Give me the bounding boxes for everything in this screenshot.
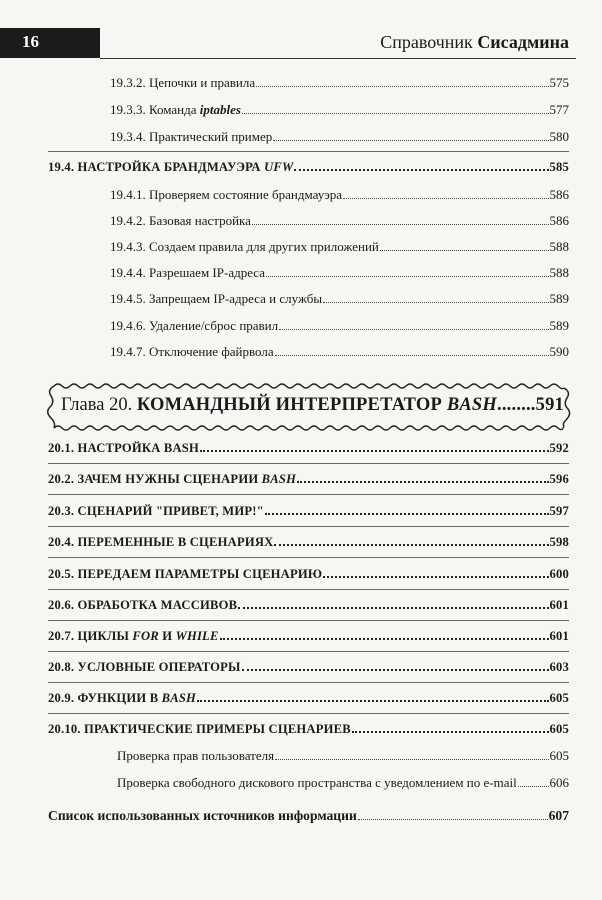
toc-entry-page: 589	[549, 318, 569, 333]
toc-section-label-italic: BASH	[261, 472, 297, 486]
section-rule	[48, 463, 569, 464]
toc-section-page: 597	[549, 504, 569, 518]
toc-section-20-6[interactable]	[48, 598, 569, 618]
toc-entry-19-3-4[interactable]	[110, 129, 569, 149]
toc-entry-page: 580	[549, 129, 569, 144]
toc-entry-page: 575	[549, 75, 569, 90]
toc-entry-label: 19.4.6. Удаление/сброс правил	[110, 318, 279, 333]
toc-section-page: 605	[549, 722, 569, 736]
chapter-prefix: Глава 20.	[61, 395, 137, 415]
toc-entry-label: Проверка свободного дискового пространства с уведомлением по e-mail	[117, 775, 517, 790]
toc-entry-19-3-2[interactable]	[110, 75, 569, 95]
toc-section-label-italic: UFW	[264, 160, 294, 174]
toc-section-20-10[interactable]	[48, 722, 569, 742]
toc-section-label: 20.10. ПРАКТИЧЕСКИЕ ПРИМЕРЫ СЦЕНАРИЕВ	[48, 722, 351, 736]
toc-section-label: 20.7. ЦИКЛЫ	[48, 629, 133, 643]
toc-entry-page: 605	[549, 748, 569, 763]
toc-entry-label: 19.3.3. Команда	[110, 102, 200, 117]
toc-entry-label: 19.4.7. Отключение файрвола	[110, 344, 274, 359]
toc-section-20-9[interactable]	[48, 691, 569, 711]
toc-section-20-5[interactable]	[48, 567, 569, 587]
toc-section-label: 20.1. НАСТРОЙКА BASH	[48, 441, 199, 455]
chapter-page: 591	[535, 395, 564, 415]
toc-section-label: 20.9. ФУНКЦИИ В	[48, 691, 162, 705]
toc-entry-label: 19.4.5. Запрещаем IP-адреса и службы	[110, 291, 323, 306]
toc-entry-19-4-7[interactable]	[110, 344, 569, 364]
toc-entry-page: 577	[549, 102, 569, 117]
toc-entry-19-4-3[interactable]	[110, 239, 569, 259]
toc-references-label: Список использованных источников информации	[48, 808, 357, 823]
toc-section-label-italic-2: WHILE	[175, 629, 219, 643]
chapter-title	[61, 395, 564, 416]
toc-entry-page: 586	[549, 187, 569, 202]
toc-section-label-mid: И	[158, 629, 176, 643]
toc-section-label: 20.4. ПЕРЕМЕННЫЕ В СЦЕНАРИЯХ	[48, 535, 274, 549]
running-title	[380, 32, 569, 53]
section-rule	[48, 651, 569, 652]
toc-entry-check-user-rights[interactable]	[117, 748, 569, 768]
toc-entry-19-4-6[interactable]	[110, 318, 569, 338]
toc-section-page: 585	[549, 160, 569, 174]
section-rule	[48, 526, 569, 527]
toc-section-19-4[interactable]	[48, 160, 569, 180]
toc-section-label: 20.5. ПЕРЕДАЕМ ПАРАМЕТРЫ СЦЕНАРИЮ	[48, 567, 323, 581]
section-rule	[48, 620, 569, 621]
toc-section-label-italic: BASH	[161, 691, 197, 705]
section-rule	[48, 713, 569, 714]
toc-section-label: 20.6. ОБРАБОТКА МАССИВОВ	[48, 598, 238, 612]
chapter-title-bold: КОМАНДНЫЙ ИНТЕРПРЕТАТОР	[136, 395, 447, 415]
toc-section-page: 598	[549, 535, 569, 549]
toc-section-label-italic: FOR	[132, 629, 159, 643]
toc-section-label: 20.8. УСЛОВНЫЕ ОПЕРАТОРЫ	[48, 660, 241, 674]
toc-entry-label: Проверка прав пользователя	[117, 748, 275, 763]
chapter-heading-box[interactable]	[44, 382, 572, 432]
toc-section-20-4[interactable]	[48, 535, 569, 555]
toc-entry-page: 589	[549, 291, 569, 306]
toc-section-page: 596	[549, 472, 569, 486]
toc-entry-19-4-1[interactable]	[110, 187, 569, 207]
toc-entry-page: 606	[549, 775, 569, 790]
toc-section-page: 605	[549, 691, 569, 705]
toc-entry-label: 19.4.4. Разрешаем IP-адреса	[110, 265, 265, 280]
toc-section-page: 592	[549, 441, 569, 455]
toc-entry-page: 588	[549, 265, 569, 280]
toc-entry-label: 19.3.4. Практический пример	[110, 129, 273, 144]
header-rule	[100, 58, 576, 59]
toc-entry-19-4-5[interactable]	[110, 291, 569, 311]
toc-section-page: 601	[549, 598, 569, 612]
toc-entry-label: 19.3.2. Цепочки и правила	[110, 75, 256, 90]
toc-entry-19-4-2[interactable]	[110, 213, 569, 233]
toc-section-20-8[interactable]	[48, 660, 569, 680]
toc-entry-page: 588	[549, 239, 569, 254]
toc-section-page: 600	[549, 567, 569, 581]
section-rule	[48, 494, 569, 495]
toc-references-page: 607	[548, 808, 569, 823]
toc-section-label: 20.3. СЦЕНАРИЙ "ПРИВЕТ, МИР!"	[48, 504, 264, 518]
book-title-prefix: Справочник	[380, 32, 473, 52]
toc-section-20-2[interactable]	[48, 472, 569, 492]
toc-section-label: 19.4. НАСТРОЙКА БРАНДМАУЭРА	[48, 160, 265, 174]
toc-section-page: 601	[549, 629, 569, 643]
page-number-bar	[0, 28, 100, 58]
chapter-dots: ........	[497, 395, 536, 415]
section-rule	[48, 589, 569, 590]
page-number: 16	[22, 32, 39, 51]
toc-entry-page: 586	[549, 213, 569, 228]
section-rule	[48, 682, 569, 683]
toc-section-20-3[interactable]	[48, 504, 569, 524]
toc-entry-check-disk-space[interactable]	[117, 775, 569, 795]
toc-entry-label-italic: iptables	[199, 102, 241, 117]
toc-entry-label: 19.4.2. Базовая настройка	[110, 213, 251, 228]
section-rule	[48, 557, 569, 558]
book-title-bold: Сисадмина	[477, 32, 569, 52]
section-rule	[48, 151, 569, 152]
toc-section-page: 603	[549, 660, 569, 674]
chapter-title-italic: BASH	[446, 395, 498, 415]
toc-references[interactable]	[48, 808, 569, 828]
toc-section-20-1[interactable]	[48, 441, 569, 461]
toc-entry-label: 19.4.1. Проверяем состояние брандмауэра	[110, 187, 343, 202]
toc-entry-page: 590	[549, 344, 569, 359]
toc-entry-label: 19.4.3. Создаем правила для других приложений	[110, 239, 379, 254]
toc-section-20-7[interactable]	[48, 629, 569, 649]
toc-entry-19-3-3[interactable]	[110, 102, 569, 122]
toc-entry-19-4-4[interactable]	[110, 265, 569, 285]
toc-section-label: 20.2. ЗАЧЕМ НУЖНЫ СЦЕНАРИИ	[48, 472, 262, 486]
